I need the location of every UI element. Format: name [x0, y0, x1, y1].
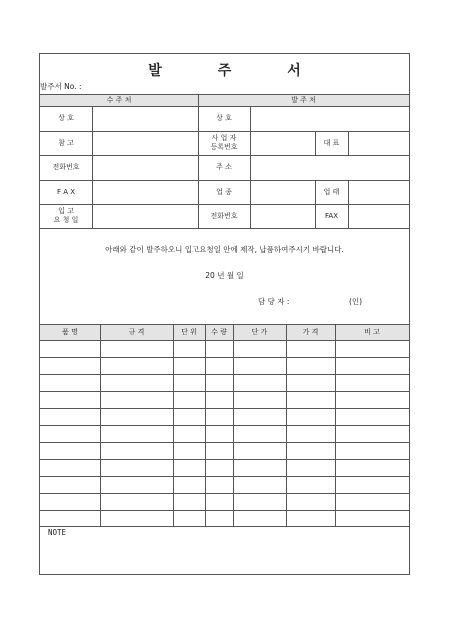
orderer-company-label: 상 호: [216, 114, 232, 122]
table-row: [40, 357, 409, 358]
title-char-2: 주: [217, 63, 232, 79]
order-date-line: 20 년 월 일: [205, 271, 244, 280]
table-row: [40, 476, 409, 477]
delivery-date-label: [40, 204, 92, 228]
col-spec: 규 격: [128, 328, 145, 336]
table-row: [40, 374, 409, 375]
business-number-label: [198, 131, 250, 155]
table-row: [40, 425, 409, 426]
rule: [92, 106, 93, 228]
title-char-3: 서: [287, 63, 301, 79]
note-label: NOTE: [48, 528, 67, 537]
form-title: [40, 60, 409, 80]
orderer-phone-label: 전화번호: [210, 211, 238, 220]
recipient-fax-label: F A X: [56, 187, 76, 196]
rule: [348, 180, 349, 228]
table-row: [40, 493, 409, 494]
rule: [205, 324, 206, 526]
recipient-company-label: 상 호: [58, 114, 74, 122]
order-number-label: 발주서 No. :: [40, 82, 82, 91]
col-unit: 단 위: [181, 328, 197, 336]
seal-mark: (인): [349, 297, 363, 306]
rule: [233, 324, 234, 526]
recipient-phone-label: 전화번호: [52, 163, 80, 171]
recipient-header: 수 주 처: [106, 96, 132, 104]
col-quantity: 수 량: [211, 328, 227, 336]
rule: [100, 324, 101, 526]
recipient-reference-label: 참 고: [58, 138, 74, 147]
business-number-label-line2: 등록번호: [210, 143, 238, 151]
table-row: [40, 391, 409, 392]
table-row: [40, 408, 409, 409]
rule: [335, 324, 336, 526]
table-row: [40, 459, 409, 460]
address-label: 주 소: [216, 163, 232, 171]
delivery-date-label-line1: 입 고: [58, 207, 74, 215]
business-number-label-line1: 사 업 자: [211, 134, 237, 142]
delivery-date-label-line2: 요 청 일: [53, 216, 79, 224]
rule: [250, 106, 251, 228]
table-row: [40, 442, 409, 443]
col-item-name: 품 명: [62, 328, 78, 336]
purchase-order-form: [39, 53, 410, 575]
order-message: 아래와 같이 발주하오니 입고요청일 안에 제작, 납품하여주시기 바랍니다.: [105, 245, 344, 254]
business-type-label: 업 종: [216, 187, 232, 196]
manager-label: 담 당 자 :: [258, 297, 290, 306]
orderer-header: 발 주 처: [291, 96, 316, 104]
title-char-1: 발: [148, 63, 162, 79]
table-row: [40, 526, 409, 527]
rule: [173, 324, 174, 526]
rule: [40, 228, 409, 229]
rule: [348, 131, 349, 155]
table-row: [40, 510, 409, 511]
ceo-label: 대 표: [323, 138, 340, 147]
col-remarks: 비 고: [364, 328, 380, 336]
col-unit-price: 단 가: [251, 328, 268, 336]
rule: [40, 340, 409, 341]
orderer-fax-label: FAX: [325, 211, 338, 220]
rule: [286, 324, 287, 526]
business-item-label: 업 태: [323, 187, 340, 196]
col-price: 가 격: [302, 328, 319, 336]
